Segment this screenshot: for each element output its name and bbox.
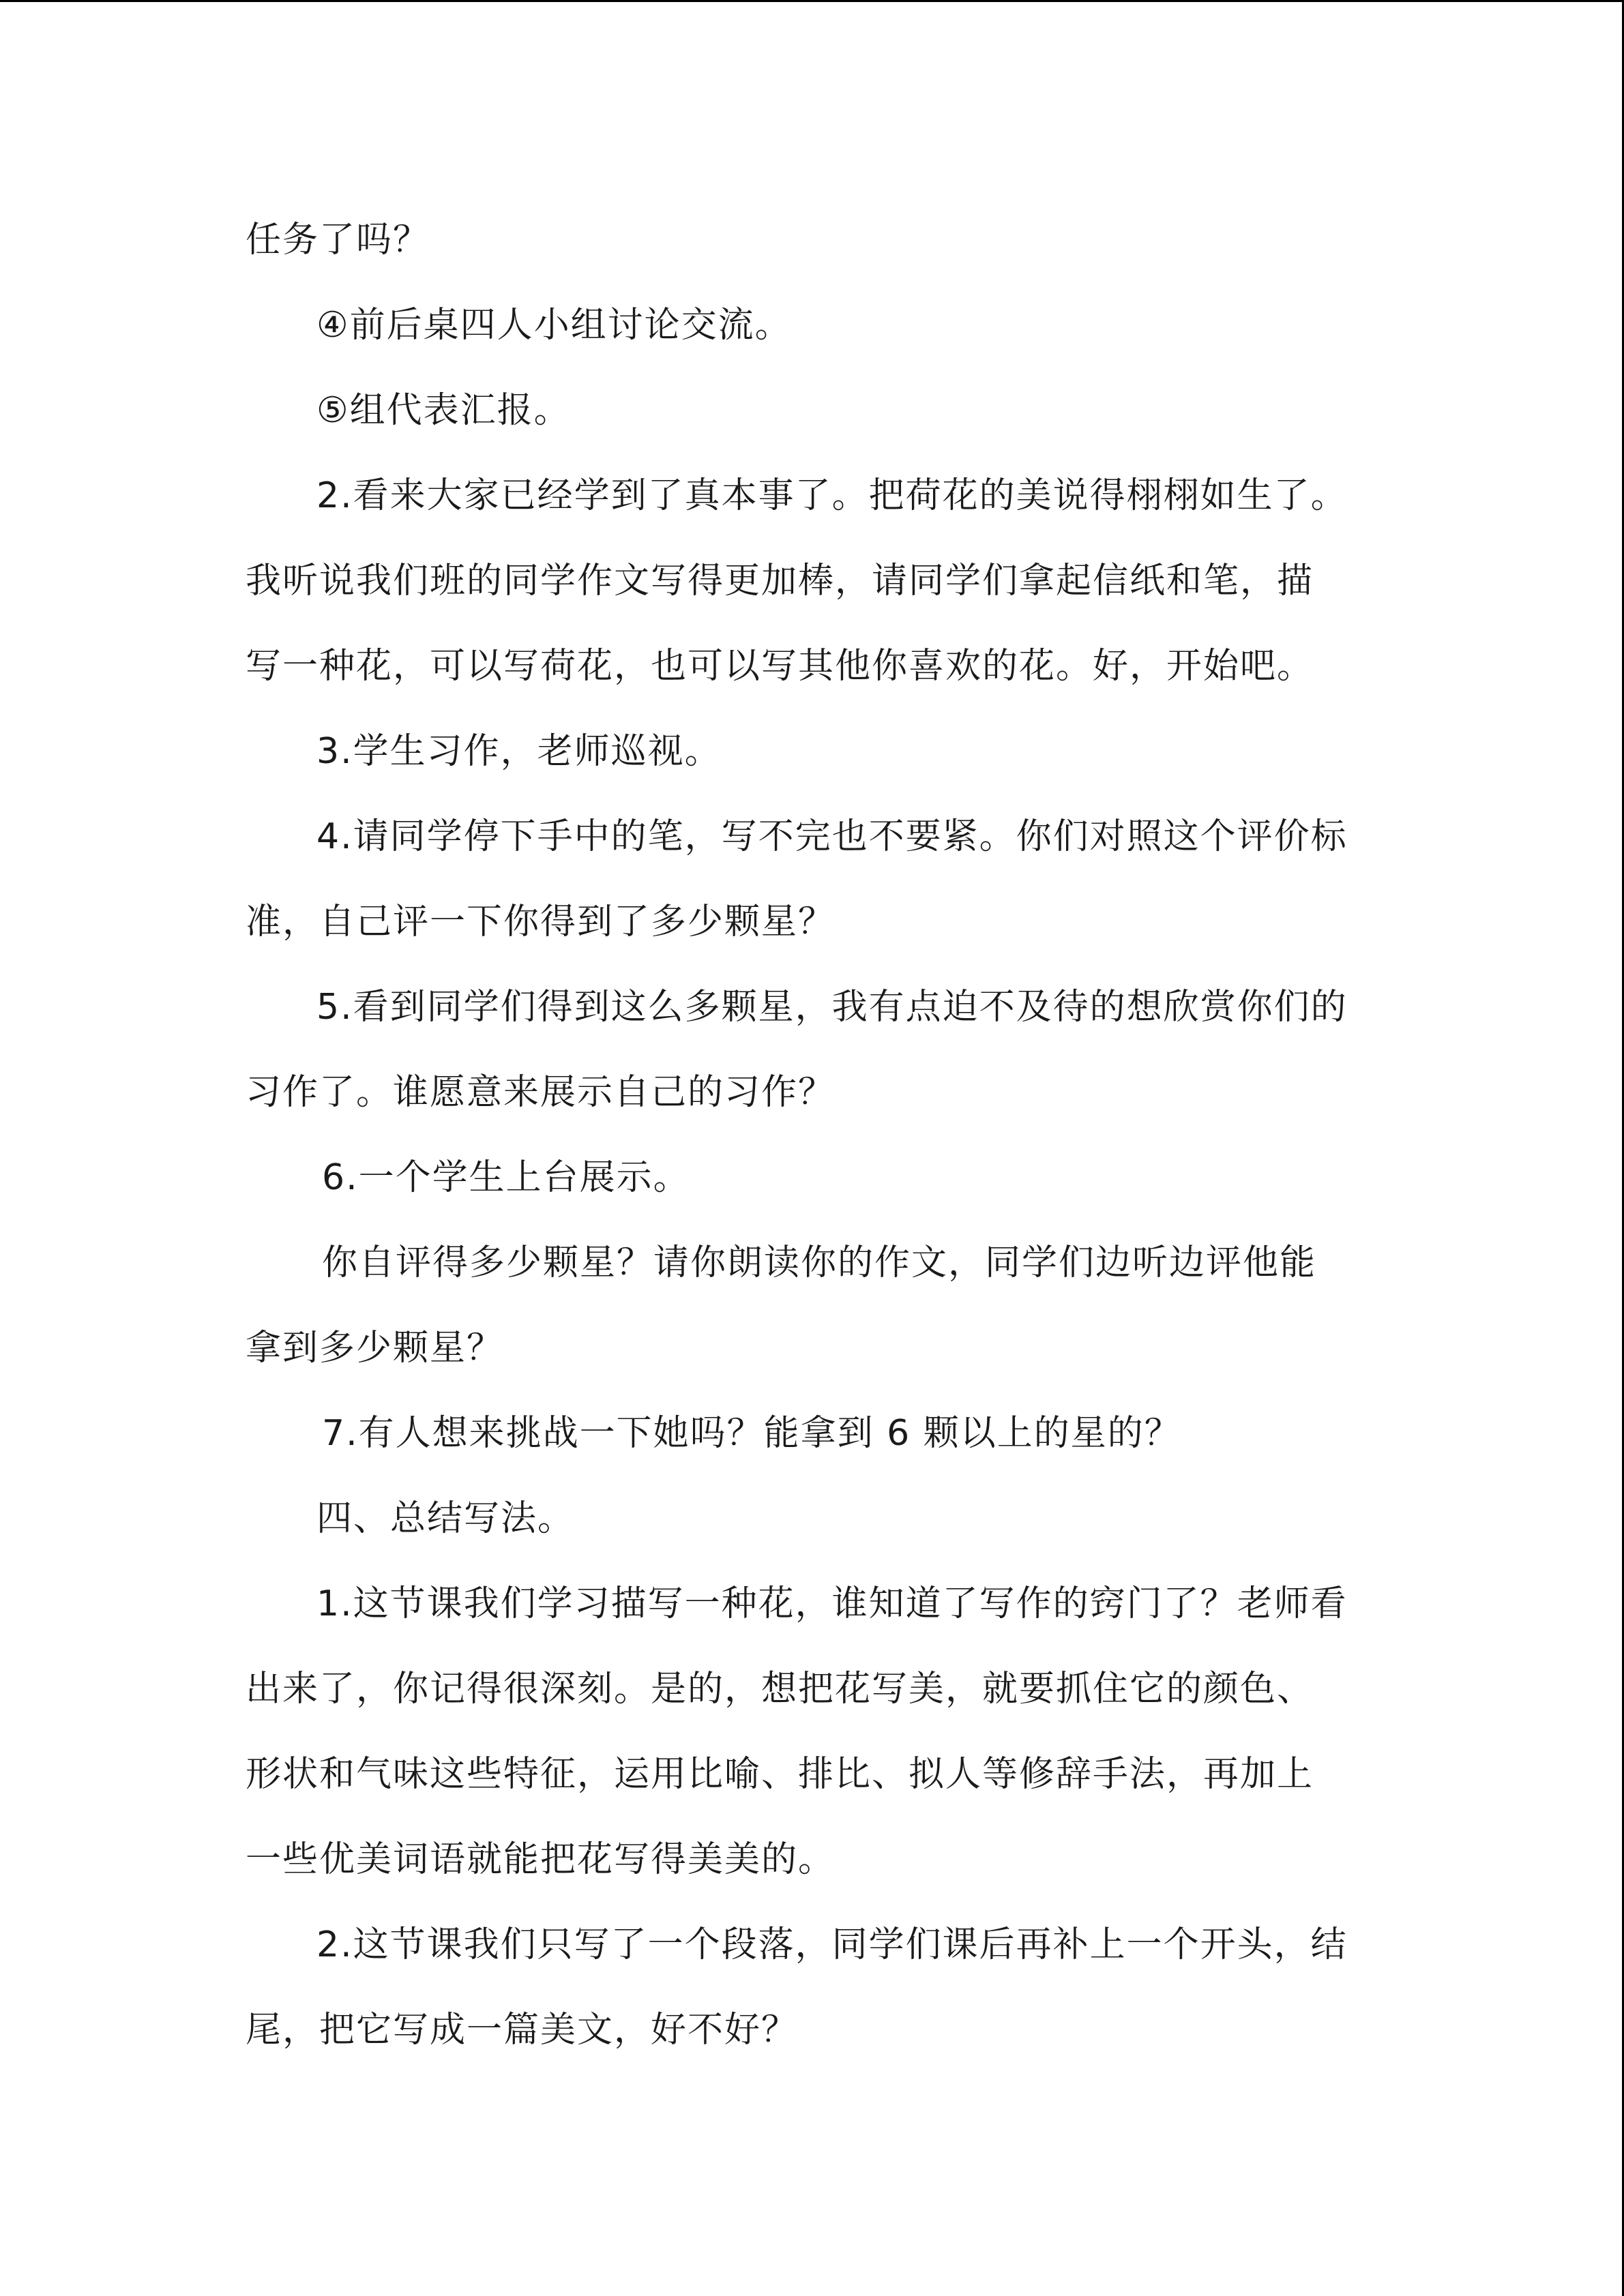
- text-line: 准，自己评一下你得到了多少颗星？: [246, 901, 836, 942]
- text-line: 我听说我们班的同学作文写得更加棒，请同学们拿起信纸和笔，描: [246, 561, 1314, 601]
- text-line: 一些优美词语就能把花写得美美的。: [246, 1839, 836, 1880]
- text-line: ④前后桌四人小组讨论交流。: [316, 305, 792, 346]
- text-line: 出来了，你记得很深刻。是的，想把花写美，就要抓住它的颜色、: [246, 1669, 1314, 1710]
- text-line: ⑤组代表汇报。: [316, 390, 571, 431]
- text-line: 5.看到同学们得到这么多颗星，我有点迫不及待的想欣赏你们的: [316, 987, 1348, 1028]
- text-line: 任务了吗？: [246, 220, 430, 260]
- text-line: 拿到多少颗星？: [246, 1328, 504, 1369]
- text-line: 2.看来大家已经学到了真本事了。把荷花的美说得栩栩如生了。: [316, 475, 1348, 516]
- text-line: 3.学生习作，老师巡视。: [316, 731, 722, 772]
- text-line: 形状和气味这些特征，运用比喻、排比、拟人等修辞手法，再加上: [246, 1754, 1314, 1795]
- text-line: 四、总结写法。: [316, 1498, 575, 1539]
- text-line: 习作了。谁愿意来展示自己的习作？: [246, 1072, 836, 1113]
- text-line: 6.一个学生上台展示。: [322, 1157, 690, 1198]
- text-line: 7.有人想来挑战一下她吗？能拿到 6 颗以上的星的？: [322, 1413, 1181, 1454]
- text-line: 1.这节课我们学习描写一种花，谁知道了写作的窍门了？老师看: [316, 1583, 1348, 1624]
- text-line: 4.请同学停下手中的笔，写不完也不要紧。你们对照这个评价标: [316, 816, 1348, 857]
- text-line: 你自评得多少颗星？请你朗读你的作文，同学们边听边评他能: [322, 1242, 1317, 1283]
- text-line: 尾，把它写成一篇美文，好不好？: [246, 2010, 799, 2051]
- text-line: 写一种花，可以写荷花，也可以写其他你喜欢的花。好，开始吧。: [246, 646, 1314, 687]
- text-line: 2.这节课我们只写了一个段落，同学们课后再补上一个开头，结: [316, 1924, 1348, 1965]
